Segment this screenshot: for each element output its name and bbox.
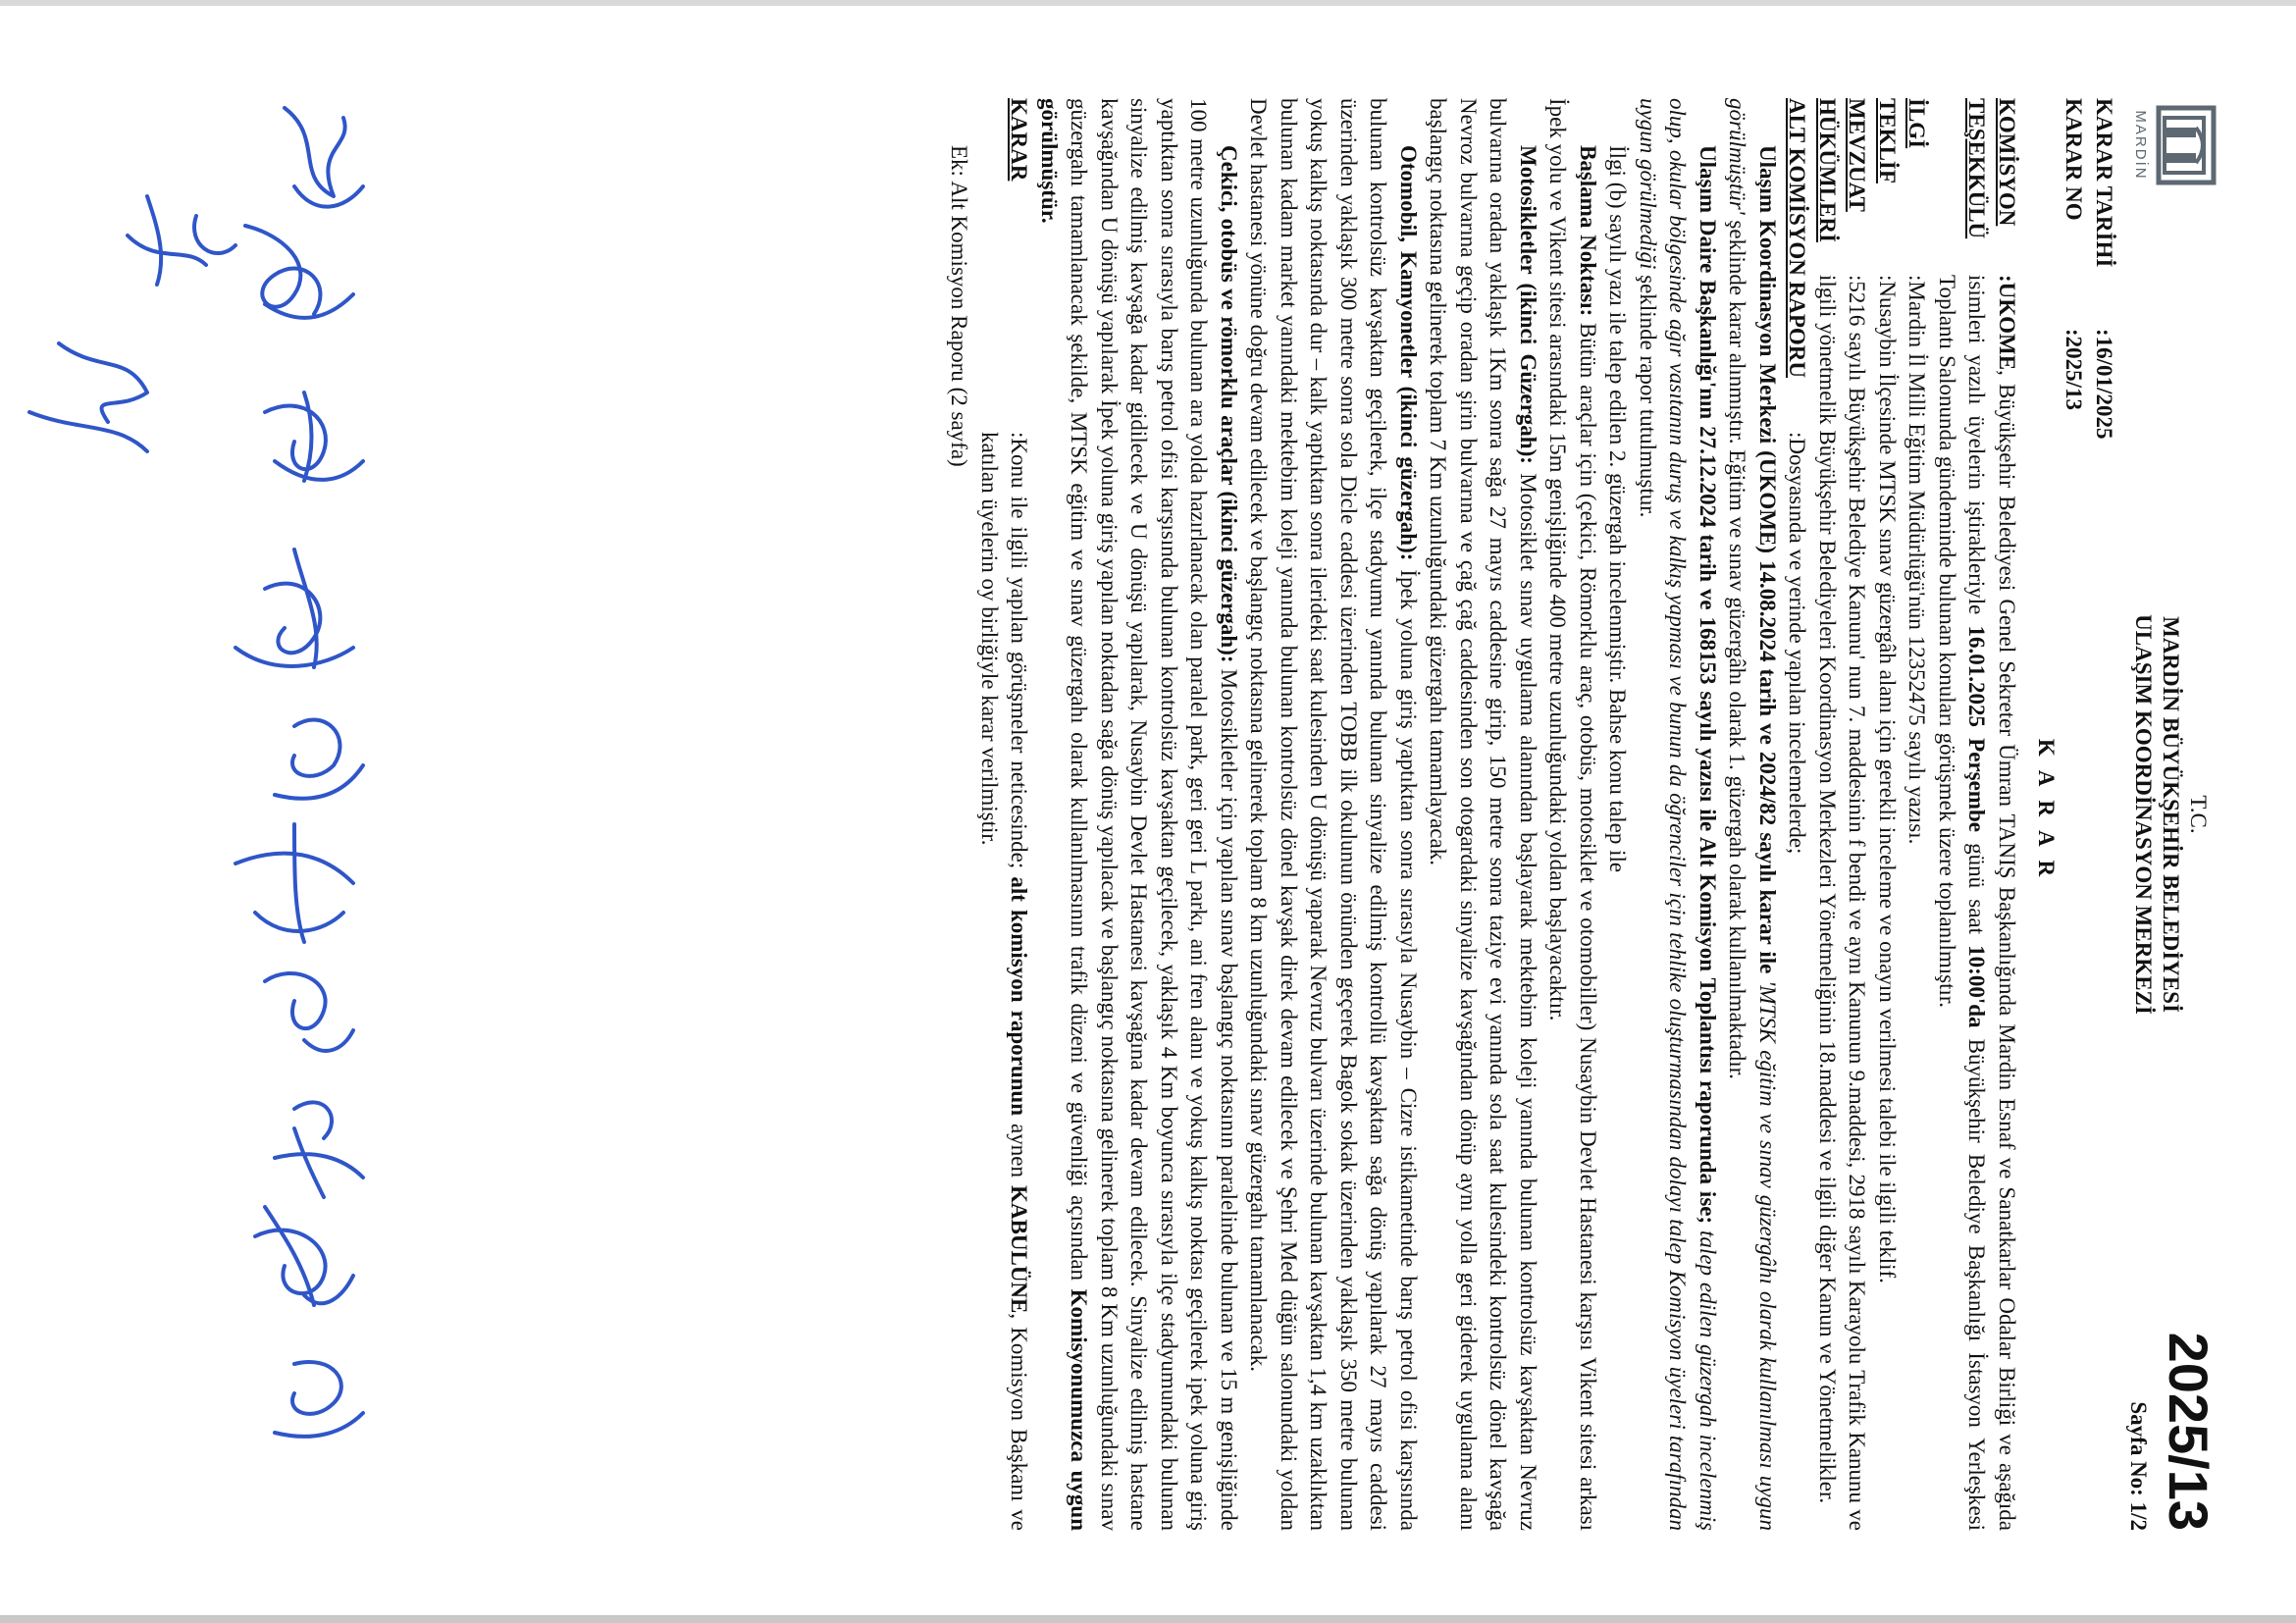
- document-title: KARAR: [2034, 738, 2059, 891]
- section-mevzuat-heading: [1812, 98, 1872, 275]
- section-mevzuat: [1812, 98, 1872, 1531]
- p6-bold: Otomobil, Kamyonetler (ikinci güzergah):: [1396, 145, 1421, 561]
- komisyon-time: 10:00'da: [1964, 945, 1990, 1028]
- p2-bold: Ulaşım Daire Başkanlığı'nın 27.12.2024 tarih ve 168153 sayılı yazısı ile Alt Komisyon Toplantısı raporunda ise;: [1696, 145, 1720, 1225]
- p4-bold: Başlama Noktası:: [1576, 145, 1600, 317]
- section-ilgi-text: :Mardin İl Milli Eğitim Müdürlüğü'nün 12352475 sayılı yazısı.: [1905, 275, 1930, 845]
- mardin-logo: [2125, 98, 2218, 192]
- org-heading: [2129, 393, 2212, 1236]
- decision-meta: [2059, 98, 2119, 439]
- section-komisyon: [1932, 98, 2022, 1531]
- paragraph-subcommittee-report: [1633, 98, 1723, 1531]
- section-teklif: [1872, 98, 1903, 1531]
- section-karar-heading: KARAR: [1007, 98, 1032, 182]
- komisyon-lead: :UKOME: [1995, 275, 2019, 371]
- section-alt-komisyon: [1782, 98, 1812, 1531]
- p7-text: Motosikletler için yapılan sınav başlangıç noktasının paralelinde bulunan ve 15 m genişliğinde 100 metre uzunluğunda bulunan ara yolda hazırlanacak olan paralel park, geri geri L parkı, ani fren alanı ve yokuş kalkış noktası geçilerek ipek yoluna giriş yaptıktan sonra sırasıyla barış petrol ofisi karşısında bulunan kontrolsüz kavşaktan geçilecek, yaklaşık 4 Km boyunca sırasıyla ilçe stadyumundaki bulunan sinyalize edilmiş kavşağa kadar gidilecek ve U dönüşü yapılarak, Nusaybin Devlet Hastanesi kavşağına kadar devam edilecek. Sinyalize edilmiş hastane kavşağından U dönüşü yapılarak İpek yoluna giriş yapılan noktadan sağa dönüş yapılacak ve başlangıç noktasına gelinerek toplam 8 Km uzunluğundaki sınav güzergahı tamamlanacak şekilde, MTSK eğitim ve sınav güzergahı olarak kullanılmasının trafik düzeni ve güvenliği açısından: [1067, 98, 1241, 1531]
- karar-bold-1: alt komisyon raporunun: [1007, 876, 1032, 1116]
- document-header: [2021, 98, 2218, 1531]
- paragraph-cars: [1243, 98, 1423, 1531]
- section-ilgi-heading: İLGİ: [1905, 98, 1930, 149]
- mevzuat-heading-line2: HÜKÜMLERİ: [1815, 98, 1840, 242]
- komisyon-heading-line1: KOMİSYON: [1995, 98, 2019, 227]
- karar-text-1: :Konu ile ilgili yapılan görüşmeler neticesinde;: [1007, 432, 1032, 877]
- section-karar-text-start: [974, 432, 1034, 1531]
- attachment-note: Ek: Alt Komisyon Raporu (2 sayfa): [947, 145, 972, 467]
- komisyon-text-3: Büyükşehir Belediye Başkanlığı İstasyon Yerleşkesi Toplantı Salonunda gündeminde bulunan konuları görüşmek üzere toplanılmıştır.: [1935, 275, 1990, 1531]
- komisyon-text-1: , Büyükşehir Belediyesi Genel Sekreter Ümran TANIŞ Başkanlığında Mardin Esnaf ve Sanatkarlar Odalar Birliği ve aşağıda isimleri yazılı üyelerin iştirakleriyle: [1964, 275, 2019, 1531]
- komisyon-heading-line2: TEŞEKKÜLÜ: [1964, 98, 1990, 239]
- section-teklif-text: :Nusaybin İlçesinde MTSK sınav güzergâh alanı için gerekli inceleme ve onayın verilmesi talebi ile ilgili teklif.: [1875, 275, 1900, 1283]
- paragraph-ukome-decision: [1722, 98, 1782, 1531]
- decision-date-label: KARAR TARİHİ: [2092, 98, 2116, 268]
- p1-italic: 'MTSK eğitim ve sınav güzergâhı olarak kullanılması uygun görülmüştür': [1725, 98, 1780, 1531]
- decision-date-value: :16/01/2025: [2092, 329, 2116, 440]
- p5-bold: Motosikletler (ikinci Güzergah):: [1516, 145, 1540, 464]
- section-komisyon-heading: [1961, 98, 2021, 275]
- decision-number-large: 2025/13: [2158, 1332, 2219, 1531]
- p4-text: Bütün araçlar için (çekici, Römorklu araç, otobüs, motosiklet ve otomobiller) Nusaybin Devlet Hastanesi karşısı Vikent sitesi arkası İpek yolu ve Vikent sitesi arasındaki 15m genişliğinde 400 metre uzunluğundaki yoldan başlayacaktır.: [1545, 98, 1600, 1531]
- section-karar: [974, 98, 1034, 1531]
- logo-text: MARDİN: [2132, 110, 2149, 181]
- paragraph-route-request: İlgi (b) sayılı yazı ile talep edilen 2. güzergah incelenmiştir. Bahse konu talep ile: [1605, 145, 1631, 873]
- p1-text: şeklinde karar alınmıştır. Eğitim ve sınav güzergâhı olarak 1. güzergah olarak kullanılmaktadır.: [1725, 214, 1750, 1079]
- komisyon-text-2: günü saat: [1964, 831, 1990, 946]
- section-alt-komisyon-heading: ALT KOMİSYON RAPORU: [1785, 98, 1810, 378]
- karar-text-2: aynen: [1007, 1115, 1032, 1186]
- karar-text-3: , Komisyon Başkanı ve katılan üyelerin oy birliğiyle karar verilmiştir.: [977, 432, 1032, 1531]
- decision-no-label: KARAR NO: [2061, 98, 2086, 221]
- decision-no-value: :2025/13: [2061, 329, 2086, 411]
- paragraph-start-point: [1542, 98, 1602, 1531]
- mardin-logo-icon: [2155, 104, 2218, 186]
- page-body: [944, 98, 2218, 1531]
- p6-text: İpek yoluna giriş yaptıktan sonra sırasıyla Nusaybin – Cizre istikametinde barış petrol ofisi karşısında bulunan kontrolsüz kavşaktan geçilerek, ilçe stadyumu yanında bulunan sinyalize edilmiş kontrollü kavşaktan sağa dönüş yapılarak 27 mayıs caddesi üzerinden yaklaşık 300 metre sonra sola Dicle caddesi üzerinden TOBB ilk okulunun önünden geçerek Bagok sokak üzerinden yaklaşık 350 metre bulunan yokuş kalkış noktasında dur – kalk yaptıktan sonra ilerideki saat kulesinden U dönüşü yaparak Nevruz bulvarı üzerinde bulunan kavşaktan 1,4 km uzaklıktan bulunan kadam market yanındaki mektebim koleji yanında bulunan kontrolsüz dönel kavşak direk devam edilecek ve Şehri Med düğün salonundaki yoldan Devlet hastanesi yönüne doğru devam edilecek ve başlangıç noktasına gelinerek toplam 8 km uzunluğundaki sınav güzergahı tamamlanacak.: [1246, 98, 1421, 1531]
- section-ilgi: [1902, 98, 1932, 1531]
- decision-date-row: [2089, 98, 2119, 439]
- karar-bold-2: KABULÜNE: [1007, 1185, 1032, 1314]
- section-teklif-heading: TEKLİF: [1875, 98, 1900, 183]
- p7-bold: Çekici, otobüs ve römorklu araçlar (ikinci güzergah):: [1217, 145, 1241, 663]
- section-mevzuat-text: :5216 sayılı Büyükşehir Belediye Kanunu' nun 7. maddesinin f bendi ve aynı Kanunun 9.maddesi, 2918 sayılı Karayolu Trafik Kanunu ve ilgili yönetmelik Büyükşehir Belediyeleri Koordinasyon Merkezleri Yönetmeliğinin 18.maddesi ve ilgili diğer Kanun ve Yönetmelikler.: [1815, 275, 1870, 1531]
- p7-bold-end: Komisyonumuzca uygun görülmüştür.: [1037, 98, 1092, 1531]
- mevzuat-heading-line1: MEVZUAT: [1845, 98, 1870, 212]
- p1-bold: Ulaşım Koordinasyon Merkezi (UKOME) 14.08.2024 tarih ve 2024/82 sayılı karar ile: [1755, 145, 1780, 974]
- paragraph-heavy-vehicles: [1034, 98, 1244, 1531]
- paragraph-motorcycles: [1423, 98, 1542, 1531]
- section-komisyon-text: [1932, 275, 2022, 1531]
- komisyon-date: 16.01.2025 Perşembe: [1964, 625, 1990, 832]
- page-number: Sayfa No: 1/2: [2126, 1401, 2151, 1531]
- tc-line: T.C.: [2186, 795, 2211, 834]
- p2-text: şeklinde rapor tutulmuştur.: [1636, 269, 1660, 518]
- decision-no-row: [2059, 98, 2089, 439]
- org-line-1: MARDİN BÜYÜKŞEHİR BELEDİYESİ: [2159, 616, 2183, 1013]
- p2-italic: talep edilen güzergah incelenmiş olup, okular bölgesinde ağır vasıtanın duruş ve kalkış yapması ve bunun da öğrenciler için tehlike oluşturmasından dolayı talep Komisyon üyeleri tarafından uygun görülmediği: [1636, 98, 1720, 1531]
- section-alt-komisyon-intro: :Dosyasında ve yerinde yapılan incelemelerde;: [1785, 432, 1810, 855]
- p5-text: Motosiklet sınav uygulama alanından başlayarak mektebim koleji yanında bulunan kontrolsüz kavşaktan Nevruz bulvarına oradan yaklaşık 1Km sonra sağa 27 mayıs caddesine girip, 150 metre sonra taziye evi yanında sola saat kulesindeki kontrolsüz dönel kavşağa Nevroz bulvarına geçip oradan şirin bulvarına ve çağ çağ caddesinden son otogardaki sinyalize kavşağından dönüp aynı yolla geri giderek uygulama alanı başlangıç noktasına gelinerek toplam 7 Km uzunluğundaki güzergahı tamamlayacak.: [1426, 98, 1540, 1531]
- org-line-2: ULAŞIM KOORDİNASYON MERKEZİ: [2131, 614, 2156, 1015]
